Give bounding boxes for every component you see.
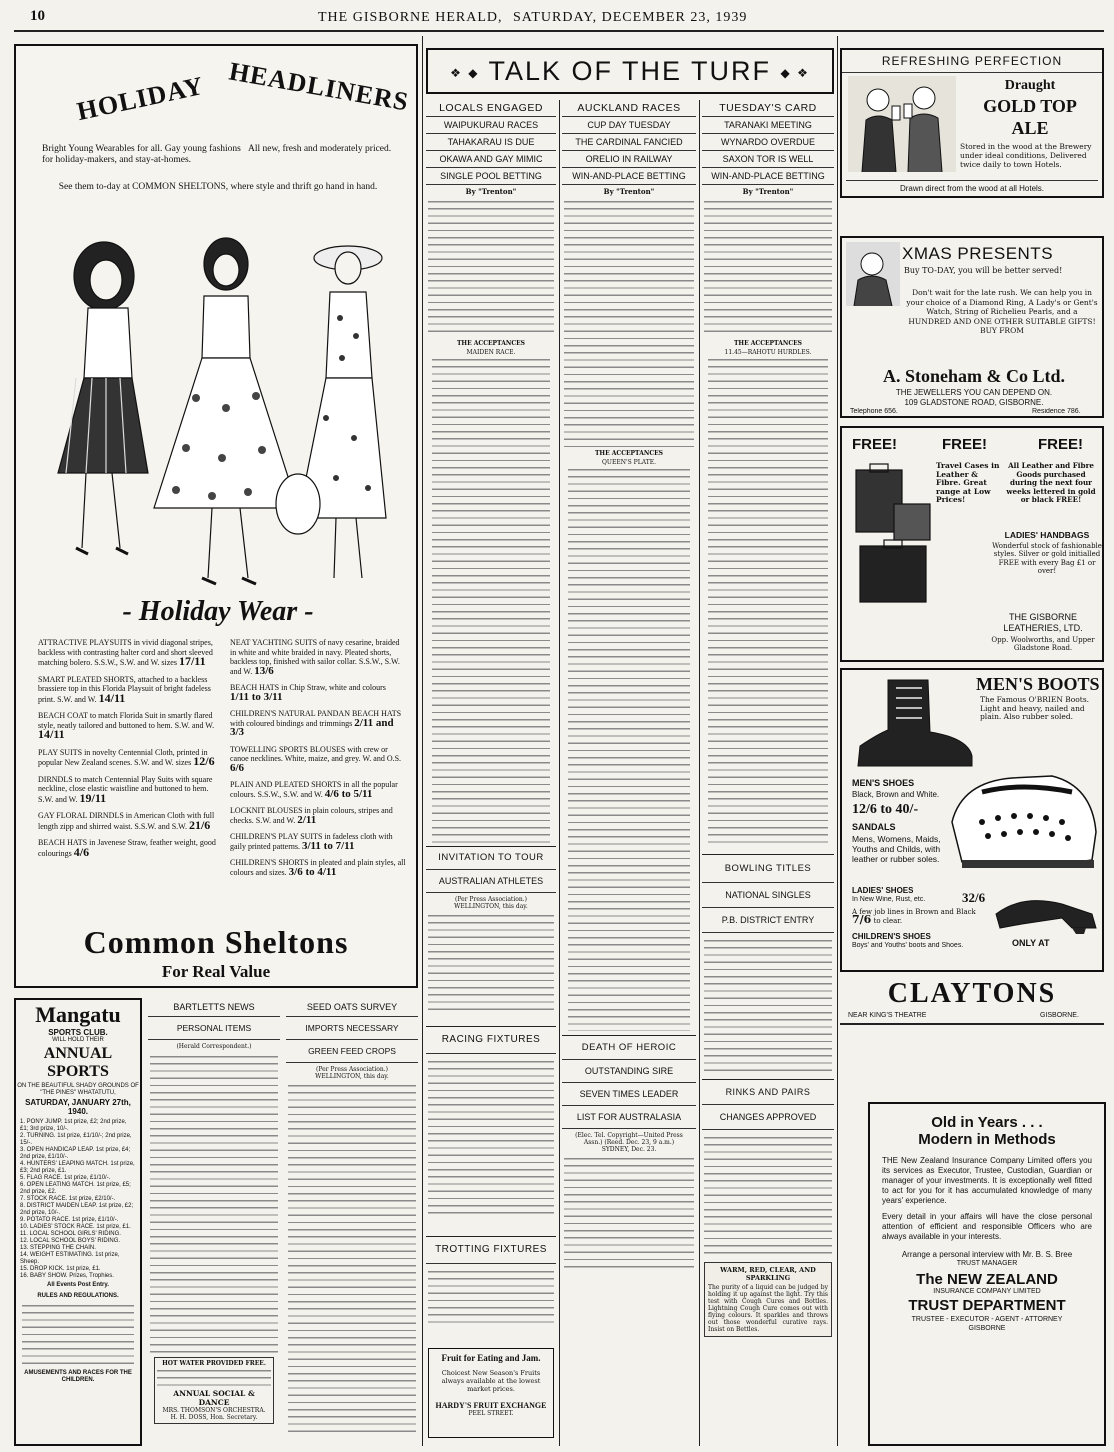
event-item: 3. OPEN HANDICAP LEAP. 1st prize, £4; 2nd prize, £1/10/-. — [20, 1147, 131, 1160]
item-left: GAY FLORAL DIRNDLS in American Cloth with full length zipp and shirred waist. S.S.W. and S.W. 21/6 — [38, 811, 215, 832]
racing-fixtures-heading: RACING FIXTURES — [426, 1026, 556, 1054]
near-kings-theatre: NEAR KING'S THEATRE — [848, 1012, 927, 1019]
event-item: 11. LOCAL SCHOOL GIRLS' RIDING. — [20, 1231, 121, 1237]
holiday-title: HOLIDAY — [74, 70, 207, 127]
gold-top-line: GOLD TOP — [983, 96, 1077, 116]
auckland-heading: AUCKLAND RACES — [562, 100, 696, 117]
rinks-heading: RINKS AND PAIRS — [702, 1080, 834, 1105]
column-rule — [837, 36, 838, 1446]
locals-race: MAIDEN RACE. — [466, 349, 516, 356]
shoe-illustration — [942, 762, 1102, 882]
racing-fixtures-list — [428, 1058, 554, 1218]
bowling-body — [704, 937, 832, 1075]
childrens-shoes-desc: Boys' and Youths' boots and Shoes. — [852, 942, 964, 949]
mens-shoes-desc: Black, Brown and White. — [852, 790, 940, 799]
taranaki-acceptances: THE ACCEPTANCES — [733, 340, 803, 347]
insurance-manager: TRUST MANAGER — [956, 1260, 1018, 1267]
draught-line: Draught — [1004, 78, 1056, 93]
sandals-desc: Mens, Womens, Maids, Youths and Childs, with leather or rubber soles. — [852, 834, 941, 864]
taranaki-sub4: WIN-AND-PLACE BETTING — [702, 168, 834, 185]
headliners-title: HEADLINERS — [226, 56, 412, 117]
annual-sports-title: ANNUAL SPORTS — [43, 1045, 113, 1080]
auckland-sub4: WIN-AND-PLACE BETTING — [562, 168, 696, 185]
locals-article — [428, 198, 554, 338]
insurance-heading-1: Old in Years . . . — [931, 1114, 1043, 1131]
event-item: 12. LOCAL SCHOOL BOYS' RIDING. — [20, 1238, 121, 1244]
warm-red-body: The purity of a liquid can be judged by holding it up against the light. Try this test with Cough Cures and Bottles. Lightning Cough Cure comes out with flying colours. It sparkles and throws out those wonderful curative rays. Insist on Bettles. — [708, 1284, 828, 1333]
death-sub2: SEVEN TIMES LEADER — [562, 1083, 696, 1106]
holiday-wear-heading: - Holiday Wear - — [122, 596, 314, 627]
mens-boots-desc: The Famous O'BRIEN Boots. Light and heavy, nailed and plain. Also rubber soled. — [980, 696, 1090, 722]
event-item: 16. BABY SHOW. Prizes, Trophies. — [20, 1273, 114, 1279]
death-sub3: LIST FOR AUSTRALASIA — [562, 1106, 696, 1129]
item-right: CHILDREN'S NATURAL PANDAN BEACH HATS with coloured bindings and trimmings 2/11 and 3/3 — [230, 709, 402, 738]
taranaki-acceptance-tables — [708, 356, 828, 848]
death-heading: DEATH OF HEROIC — [562, 1036, 696, 1060]
turf-column-taranaki — [702, 100, 834, 1446]
item-left: DIRNDLS to match Centennial Play Suits with square neckline, close elastic waistline and buttoned to hem. S.W. and W. 19/11 — [38, 774, 213, 805]
event-list — [16, 1117, 140, 1282]
refresh-heading: REFRESHING PERFECTION — [842, 50, 1102, 73]
locals-acceptances: THE ACCEPTANCES — [456, 340, 526, 347]
locals-sub4: SINGLE POOL BETTING — [426, 168, 556, 185]
fruit-store: HARDY'S FRUIT EXCHANGE — [435, 1401, 547, 1410]
invitation-heading: INVITATION TO TOUR — [426, 846, 556, 870]
trust-roles: TRUSTEE - EXECUTOR - AGENT - ATTORNEY — [911, 1316, 1063, 1323]
event-item: 5. FLAG RACE. 1st prize, £1/10/-. — [20, 1175, 111, 1181]
locals-heading: LOCALS ENGAGED — [426, 100, 556, 117]
claytons-name: CLAYTONS — [887, 978, 1057, 1009]
turf-title: ❖ ◆ TALK OF THE TURF ◆ ❖ — [450, 56, 810, 86]
seed-oats-sub1: IMPORTS NECESSARY — [286, 1017, 418, 1040]
mangatu-title: Mangatu — [35, 1002, 121, 1027]
mens-boots-title: MEN'S BOOTS — [976, 674, 1100, 694]
job-lines-tail: to clear. — [873, 917, 903, 925]
job-lines — [852, 908, 982, 925]
intro-right: All new, fresh and moderately priced. — [248, 144, 392, 154]
item-left: SMART PLEATED SHORTS, attached to a backless brassiere top in this Florida Playsuit of bright fadeless print. S.W. and W. 14/11 — [38, 674, 211, 705]
rules-text — [22, 1302, 134, 1368]
invitation-assoc: (Per Press Association.) — [455, 896, 527, 903]
fruit-street: PEEL STREET. — [468, 1410, 514, 1417]
claytons-town: GISBORNE. — [1040, 1012, 1079, 1019]
xmas-sub: Buy TO-DAY, you will be better served! — [904, 266, 1063, 275]
section-rule — [562, 1035, 696, 1036]
page-number: 10 — [30, 8, 45, 24]
taranaki-race: 11.45—RAHOTU HURDLES. — [724, 349, 812, 356]
auckland-byline: By "Trenton" — [603, 187, 655, 196]
death-sub1: OUTSTANDING SIRE — [562, 1060, 696, 1083]
job-lines-price: 7/6 — [852, 913, 872, 925]
event-item: 9. POTATO RACE. 1st prize, £1/10/-. — [20, 1217, 119, 1223]
item-left: ATTRACTIVE PLAYSUITS in vivid diagonal stripes, backless with contrasting halter cord and short sleeved matching bolero. S.S.W., S.W. and W. sizes 17/11 — [38, 638, 213, 668]
hot-water-line: HOT WATER PROVIDED FREE. — [162, 1360, 266, 1367]
hardys-fruit-ad — [428, 1348, 554, 1438]
secretary-line: H. H. DOSS, Hon. Secretary. — [170, 1414, 258, 1421]
column-rule — [559, 100, 560, 1446]
death-dateline: SYDNEY, Dec. 23. — [601, 1146, 657, 1153]
insurance-heading-2: Modern in Methods — [918, 1131, 1056, 1148]
auckland-sub2: THE CARDINAL FANCIED — [562, 134, 696, 151]
event-item: 8. DISTRICT MAIDEN LEAP. 1st prize, £2; 2nd prize, 10/-. — [20, 1203, 134, 1216]
goods-lettered: All Leather and Fibre Goods purchased during the next four weeks lettered in gold or black FREE! — [1006, 462, 1096, 505]
mangatu-sports-ad — [14, 998, 142, 1446]
post-entry-note: All Events Post Entry. — [47, 1282, 109, 1288]
warm-red-ad — [704, 1262, 832, 1337]
stoneham-address: 109 GLADSTONE ROAD, GISBORNE. — [904, 398, 1044, 407]
bartletts-body — [150, 1053, 278, 1353]
bowling-sub1: NATIONAL SINGLES — [702, 883, 834, 908]
only-at: ONLY AT — [1012, 938, 1050, 948]
childrens-shoes-heading: CHILDREN'S SHOES — [852, 932, 931, 941]
claytons-ad — [840, 668, 1104, 972]
sandals-heading: SANDALS — [852, 822, 896, 832]
social-notice — [154, 1357, 274, 1424]
event-item: 6. OPEN LEATING MATCH. 1st prize, £5; 2nd prize, £2. — [20, 1182, 131, 1195]
stoneham-telephone: Telephone 656. — [850, 408, 898, 415]
bartletts-news-column — [148, 998, 280, 1446]
claytons-rule — [840, 1023, 1104, 1025]
item-right: NEAT YACHTING SUITS of navy cesarine, braided in white and white braided in navy. Pleated shorts, backless top, finished with sailor collar. S.S.W., S.W. and W. 13/6 — [230, 638, 400, 677]
event-item: 4. HUNTERS' LEAPING MATCH. 1st prize, £3; 2nd prize, £1. — [20, 1161, 135, 1174]
item-right: BEACH HATS in Chip Straw, white and colours 1/11 to 3/11 — [230, 683, 386, 703]
turf-column-auckland — [562, 100, 696, 1446]
column-rule — [699, 100, 700, 1446]
locals-sub2: TAHAKARAU IS DUE — [426, 134, 556, 151]
xmas-body: Don't wait for the late rush. We can help you in your choice of a Diamond Ring, A Lady's or Gent's Watch, String of Richelieu Pearls, and a HUNDRED AND ONE OTHER SUITABLE GIFTS! BUY FROM — [906, 288, 1098, 335]
locals-sub1: WAIPUKURAU RACES — [426, 117, 556, 134]
gold-top-ale-ad — [840, 48, 1104, 198]
ale-line: ALE — [1011, 118, 1049, 138]
item-right: PLAIN AND PLEATED SHORTS in all the popular colours. S.S.W., S.W. and W. 4/6 to 5/11 — [230, 780, 398, 800]
boot-illustration — [848, 676, 976, 772]
turf-banner — [426, 48, 834, 94]
mens-shoes-price: 12/6 to 40/- — [852, 802, 919, 817]
fashion-illustration — [36, 218, 400, 600]
xmas-presents-ad — [840, 236, 1104, 418]
turf-column-locals — [426, 100, 556, 940]
event-item: 10. LADIES' STOCK RACE. 1st prize, £1. — [20, 1224, 131, 1230]
see-them-line: See them to-day at COMMON SHELTONS, where style and thrift go hand in hand. — [58, 182, 378, 192]
stoneham-residence: Residence 786. — [1032, 408, 1081, 415]
auckland-acceptances: THE ACCEPTANCES — [594, 450, 664, 457]
insurance-company-2: INSURANCE COMPANY LIMITED — [933, 1288, 1041, 1295]
auckland-race: QUEEN'S PLATE. — [602, 459, 656, 466]
auckland-sub3: ORELIO IN RAILWAY — [562, 151, 696, 168]
section-rule — [426, 1026, 556, 1027]
seed-oats-column — [286, 998, 418, 1446]
taranaki-heading: TUESDAY'S CARD — [702, 100, 834, 117]
venue-line: ON THE BEAUTIFUL SHADY GROUNDS OF "THE PINES" WHATATUTU, — [17, 1083, 139, 1096]
social-dance-title: ANNUAL SOCIAL & DANCE — [173, 1389, 255, 1407]
issue-date: SATURDAY, DECEMBER 23, 1939 — [513, 10, 748, 25]
rules-heading: RULES AND REGULATIONS. — [37, 1293, 119, 1299]
paper-name: THE GISBORNE HERALD, — [318, 10, 503, 25]
trust-department: TRUST DEPARTMENT — [908, 1297, 1066, 1314]
invitation-column — [426, 846, 556, 1016]
fruit-heading: Fruit for Eating and Jam. — [441, 1353, 541, 1363]
nz-insurance-ad — [868, 1102, 1106, 1446]
invitation-sub: AUSTRALIAN ATHLETES — [426, 870, 556, 893]
auckland-acceptance-tables — [568, 466, 690, 1031]
section-rule — [426, 846, 556, 847]
pub-scene-illustration — [848, 76, 956, 172]
taranaki-sub2: WYNARDO OVERDUE — [702, 134, 834, 151]
insurance-para-2: Every detail in your affairs will have the close personal attention of efficient and responsible Officers who are always available in your interests. — [882, 1212, 1092, 1241]
section-rule — [702, 1079, 834, 1080]
travel-cases: Travel Cases in Leather & Fibre. Great range at Low Prices! — [936, 462, 1000, 505]
locals-byline: By "Trenton" — [465, 187, 517, 196]
event-item: 1. PONY JUMP. 1st prize, £2; 2nd prize, £1; 3rd prize, 10/-. — [20, 1119, 127, 1132]
trotting-fixtures-list — [428, 1268, 554, 1328]
event-item: 7. STOCK RACE. 1st prize, £2/10/-. — [20, 1196, 116, 1202]
free-3: FREE! — [1038, 436, 1083, 453]
section-rule — [426, 1236, 556, 1237]
event-item: 2. TURNING. 1st prize, £1/10/-; 2nd prize, 15/-. — [20, 1133, 132, 1146]
jeweller-illustration — [846, 242, 900, 306]
club-line: SPORTS CLUB. — [48, 1028, 108, 1037]
taranaki-sub3: SAXON TOR IS WELL — [702, 151, 834, 168]
free-1: FREE! — [852, 436, 897, 453]
fruit-body: Choicest New Season's Fruits always available at the lowest market prices. — [441, 1369, 541, 1393]
seed-oats-dateline: WELLINGTON, this day. — [315, 1073, 389, 1080]
death-body — [564, 1155, 694, 1273]
bowling-heading: BOWLING TITLES — [702, 855, 834, 883]
handbags-body: Wonderful stock of fashionable styles. Silver or gold initialled FREE with every Bag £1 or over! — [992, 542, 1102, 576]
trotting-fixtures-column — [426, 1236, 556, 1336]
leatheries-name: THE GISBORNE LEATHERIES, LTD. — [1003, 612, 1083, 633]
insurance-company: The NEW ZEALAND — [916, 1271, 1058, 1288]
item-right: CHILDREN'S PLAY SUITS in fadeless cloth with gaily printed patterns. 3/11 to 7/11 — [230, 832, 393, 852]
section-rule — [702, 854, 834, 855]
mens-shoes-heading: MEN'S SHOES — [852, 778, 915, 788]
invitation-dateline: WELLINGTON, this day. — [454, 903, 528, 910]
handbags-heading: LADIES' HANDBAGS — [1004, 530, 1090, 540]
seed-oats-assoc: (Per Press Association.) — [316, 1066, 388, 1073]
taranaki-sub1: TARANAKI MEETING — [702, 117, 834, 134]
item-left: PLAY SUITS in novelty Centennial Cloth, printed in popular New Zealand scenes. S.W. and W. sizes 12/6 — [38, 747, 215, 768]
racing-fixtures-column — [426, 1026, 556, 1226]
store-name: Common Sheltons — [83, 924, 349, 960]
ladies-shoes-desc: In New Wine, Rust, etc. — [852, 896, 926, 903]
taranaki-article — [704, 198, 832, 338]
items-right — [230, 638, 406, 884]
seed-oats-heading: SEED OATS SURVEY — [286, 998, 418, 1017]
item-right: LOCKNIT BLOUSES in plain colours, stripes and checks. S.W. and W. 2/11 — [230, 806, 393, 826]
insurance-city: GISBORNE — [968, 1325, 1006, 1332]
locals-acceptance-tables — [432, 356, 550, 864]
event-date: SATURDAY, JANUARY 27th, 1940. — [25, 1098, 131, 1116]
correspondent-line: (Herald Correspondent.) — [176, 1043, 252, 1050]
suitcase-illustration — [850, 460, 936, 610]
intro-left: Bright Young Wearables for all. Gay young fashions for holiday-makers, and stay-at-homes. — [42, 144, 241, 165]
insurance-interview: Arrange a personal interview with Mr. B. S. Bree — [901, 1250, 1073, 1259]
trotting-fixtures-heading: TROTTING FIXTURES — [426, 1236, 556, 1264]
xmas-title: XMAS PRESENTS — [902, 244, 1054, 263]
event-item: 14. WEIGHT ESTIMATING. 1st prize, Sheep. — [20, 1252, 120, 1265]
will-hold-line: WILL HOLD THEIR — [52, 1037, 104, 1043]
taranaki-byline: By "Trenton" — [742, 187, 794, 196]
item-left: BEACH HATS in Javenese Straw, feather weight, good colourings 4/6 — [38, 838, 216, 859]
job-lines-text: A few job lines in Brown and Black — [852, 908, 976, 916]
bartletts-subhead: PERSONAL ITEMS — [148, 1017, 280, 1040]
rinks-sub: CHANGES APPROVED — [702, 1105, 834, 1130]
holiday-headliners-ad — [14, 44, 418, 988]
store-tagline: For Real Value — [161, 962, 271, 981]
insurance-para-1: THE New Zealand Insurance Company Limited offers you its services as Executor, Trustee, Custodian, Guardian or manager of your investments. It is exceptionally well fitted to act for you for it has accumulated knowledge of many years' experience. — [882, 1156, 1092, 1205]
social-entry-lines — [157, 1367, 271, 1389]
item-left: BEACH COAT to match Florida Suit in smartly flared style, neatly tailored and buttoned to hem. S.W. and W. 14/11 — [38, 711, 215, 741]
masthead — [8, 4, 1108, 28]
event-item: 13. STEPPING THE CHAIN. — [20, 1245, 96, 1251]
rinks-body — [704, 1134, 832, 1258]
masthead-rule — [14, 30, 1104, 32]
ladies-shoes-price: 32/6 — [962, 890, 986, 905]
column-rule — [422, 36, 423, 1446]
warm-red-heading: WARM, RED, CLEAR, AND SPARKLING — [720, 1266, 816, 1282]
locals-sub3: OKAWA AND GAY MIMIC — [426, 151, 556, 168]
auckland-sub1: CUP DAY TUESDAY — [562, 117, 696, 134]
item-right: CHILDREN'S SHORTS in pleated and plain styles, all colours and sizes. 3/6 to 4/11 — [230, 858, 406, 878]
ladies-shoe-illustration — [992, 884, 1100, 934]
gisborne-leatheries-ad — [840, 426, 1104, 662]
seed-oats-body — [288, 1082, 416, 1432]
refresh-body: Stored in the wood at the Brewery under ideal conditions, Delivered twice daily to town Hotels. — [960, 142, 1092, 169]
item-right: TOWELLING SPORTS BLOUSES with crew or canoe necklines. White, maize, and grey. W. and O.S. 6/6 — [230, 744, 402, 774]
auckland-article — [564, 198, 694, 448]
leatheries-address: Opp. Woolworths, and Upper Gladstone Road. — [991, 636, 1095, 653]
turf-title-text: TALK OF THE TURF — [488, 56, 772, 86]
items-left — [38, 638, 224, 865]
refresh-footer: Drawn direct from the wood at all Hotels. — [846, 180, 1098, 193]
death-assoc: (Elec. Tel. Copyright—United Press Assn.) (Reed. Dec. 23, 9 a.m.) — [575, 1132, 683, 1146]
orchestra-line: MRS. THOMSON'S ORCHESTRA. — [162, 1407, 266, 1414]
children-footer: AMUSEMENTS AND RACES FOR THE CHILDREN. — [24, 1370, 132, 1383]
bartletts-heading: BARTLETTS NEWS — [148, 998, 280, 1017]
stoneham-tagline: THE JEWELLERS YOU CAN DEPEND ON. — [895, 388, 1053, 397]
event-item: 15. DROP KICK. 1st prize, £1. — [20, 1266, 101, 1272]
invitation-body — [428, 912, 554, 1012]
stoneham-name: A. Stoneham & Co Ltd. — [882, 366, 1065, 386]
seed-oats-sub2: GREEN FEED CROPS — [286, 1040, 418, 1063]
ladies-shoes-heading: LADIES' SHOES — [852, 886, 914, 895]
bowling-sub2: P.B. DISTRICT ENTRY — [702, 908, 834, 933]
free-2: FREE! — [942, 436, 987, 453]
